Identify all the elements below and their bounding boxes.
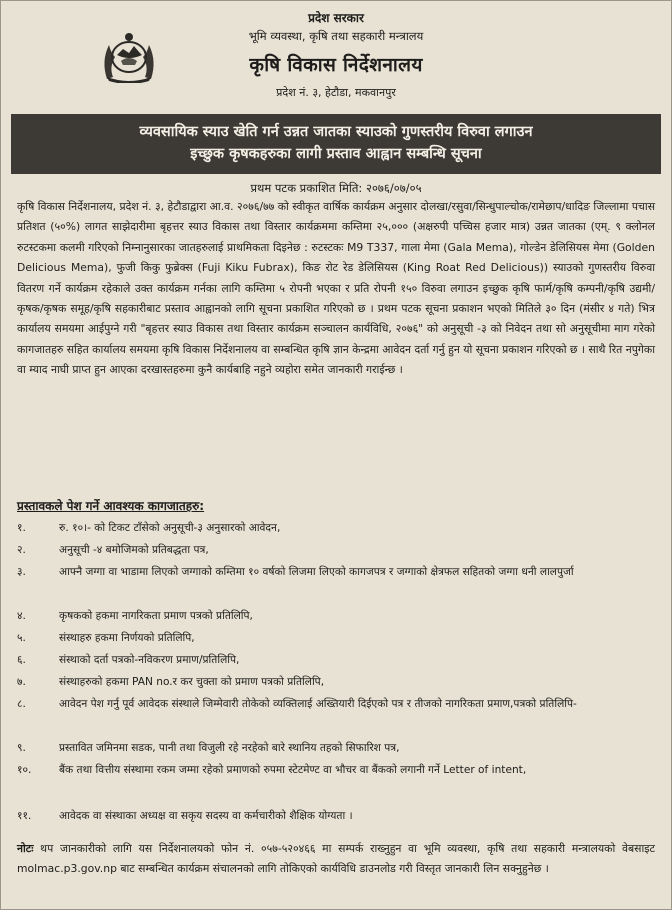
note-label: नोटः <box>17 842 34 855</box>
item-number: ६. <box>17 654 26 666</box>
item-number: १. <box>17 522 26 534</box>
item-number: ५. <box>17 632 26 644</box>
office-address: प्रदेश नं. ३, हेटौडा, मकवानपुर <box>276 86 396 99</box>
item-text: संस्थाको दर्ता पत्रको-नविकरण प्रमाण/प्रतिलिपि, <box>59 654 240 666</box>
item-text: आफ्नै जग्गा वा भाडामा लिएको जग्गाको कम्तिमा १० वर्षको लिजमा लिएको कागजपत्र र जग्गाको क्षेत्रफल सहितको जग्गा धनी लालपुर्जा <box>59 566 574 578</box>
item-text: संस्थाहरुको हकमा PAN no.र कर चुक्ता को प्रमाण पत्रको प्रतिलिपि, <box>59 676 325 688</box>
item-number: ११. <box>17 810 32 822</box>
notice-title-line-1: व्यवसायिक स्याउ खेति गर्न उन्नत जातका स्याउको गुणस्तरीय विरुवा लगाउन <box>139 124 533 140</box>
notice-note <box>17 839 655 879</box>
item-text: कृषकको हकमा नागरिकता प्रमाण पत्रको प्रतिलिपि, <box>59 610 253 622</box>
item-text: आवेदक वा संस्थाका अध्यक्ष वा सकृय सदस्य वा कर्मचारीको शैक्षिक योग्यता । <box>59 810 353 822</box>
required-documents-heading: प्रस्तावकले पेश गर्ने आवश्यक कागजातहरु: <box>17 499 205 513</box>
item-text: रु. १०।- को टिकट टाँसेको अनुसूची-३ अनुसारको आवेदन, <box>59 522 281 534</box>
item-number: ४. <box>17 610 26 622</box>
item-number: ९. <box>17 742 26 754</box>
item-number: ७. <box>17 676 26 688</box>
item-text: संस्थाहरु हकमा निर्णयको प्रतिलिपि, <box>59 632 195 644</box>
ministry-name: भूमि व्यवस्था, कृषि तथा सहकारी मन्त्रालय <box>248 29 424 43</box>
notice-header <box>1 1 671 114</box>
government-line: प्रदेश सरकार <box>308 11 364 25</box>
note-text: थप जानकारीको लागि यस निर्देशनालयको फोन नं. ०५७-५२०४६६ मा सम्पर्क राख्नुहुन वा भूमि व्यवस्था, कृषि तथा सहकारी मन्त्रालयको वेबसाइट molmac.p3.gov.np बाट सम्बन्धित कार्यक्रम संचालनको लागि तोकिएको कार्यविधि डाउनलोड गरी विस्तृत जानकारी लिन सक्नुहुनेछ । <box>17 842 655 875</box>
notice-body-paragraph: कृषि विकास निर्देशनालय, प्रदेश नं. ३, हेटौडाद्वारा आ.व. २०७६/७७ को स्वीकृत वार्षिक कार्यक्रम अनुसार दोलखा/रसुवा/सिन्धुपाल्चोक/रामेछाप/धादिङ जिल्लामा पचास प्रतिशत (५०%) लागत साझेदारीमा बृहत्तर स्याउ विकास तथा विस्तार कार्यक्रममा कम्तिमा २५,००० (अक्षरुपी पच्चिस हजार मात्र) उन्नत जातका (एम्. ९ क्लोनल रुटस्टकमा कलमी गरिएको निम्नानुसारका जातहरुलाई प्राथमिकता दिइनेछ : रुटस्टकः M9 T337, गाला मेमा (Gala Mema), गोल्डेन डेलिसियस मेमा (Golden Delicious Mema), फुजी किकु फुब्रेक्स (Fuji Kiku Fubrax), किङ रोट रेड डेलिसियस (King Roat Red Delicious)) स्याउको गुणस्तरीय विरुवा वितरण गर्ने कार्यक्रम रहेकाले उक्त कार्यक्रम गर्नका लागि कम्तिमा ५ रोपनी भएका र प्रति रोपनी १५० विरुवा लगाउन इच्छुक कृषि फार्म/कृषि कम्पनी/कृषि उद्यमी/कृषक/कृषक समूह/कृषि सहकारीबाट प्रस्ताव आह्वानको लागि सूचना प्रकाशित गरिएको छ । प्रथम पटक सूचना प्रकाशन भएको मितिले ३० दिन (मंसीर ४ गते) भित्र कार्यालय समयमा आईपुग्ने गरी "बृहत्तर स्याउ विकास तथा विस्तार कार्यक्रम सञ्चालन कार्यविधि, २०७६" को अनुसूची -३ को निवेदन तथा सो अनुसूचीमा माग गरेको कागजातहरु सहित कार्यालय समयमा कृषि विकास निर्देशनालय वा सम्बन्धित कृषि ज्ञान केन्द्रमा आवेदन दर्ता गर्नु हुन यो सूचना प्रकाशन गरिएको छ । साथै रित नपुगेका वा म्याद नाघी प्राप्त हुन आएका दरखास्तहरुमा कुनै कार्यबाहि नहुने व्यहोरा समेत जानकारी गराईन्छ । <box>17 200 655 377</box>
item-number: ८. <box>17 698 26 710</box>
item-number: १०. <box>17 764 32 776</box>
item-text: बैंक तथा वित्तीय संस्थामा रकम जम्मा रहेको प्रमाणको रुपमा स्टेटमेण्ट वा भौचर वा बैंकको लगानी गर्ने Letter of intent, <box>59 764 527 776</box>
item-text: आवेदन पेश गर्नु पूर्व आवेदक संस्थाले जिम्मेवारी तोकेको व्यक्तिलाई अख्तियारी दिईएको पत्र र तीजको नागरिकता प्रमाण,पत्रको प्रतिलिपि- <box>59 698 577 710</box>
item-text: प्रस्तावित जमिनमा सडक, पानी तथा विजुली रहे नरहेको बारे स्थानिय तहको सिफारिश पत्र, <box>59 742 400 754</box>
office-name: कृषि विकास निर्देशनालय <box>249 54 423 76</box>
notice-title-banner <box>11 114 661 174</box>
publication-date: प्रथम पटक प्रकाशित मिति: २०७६/०७/०५ <box>250 181 422 195</box>
item-number: ३. <box>17 566 26 578</box>
notice-title-line-2: इच्छुक कृषकहरुका लागी प्रस्ताव आह्वान सम्बन्धि सूचना <box>190 146 482 162</box>
item-text: अनुसूची -४ बमोजिमको प्रतिबद्धता पत्र, <box>59 544 209 556</box>
item-number: २. <box>17 544 26 556</box>
